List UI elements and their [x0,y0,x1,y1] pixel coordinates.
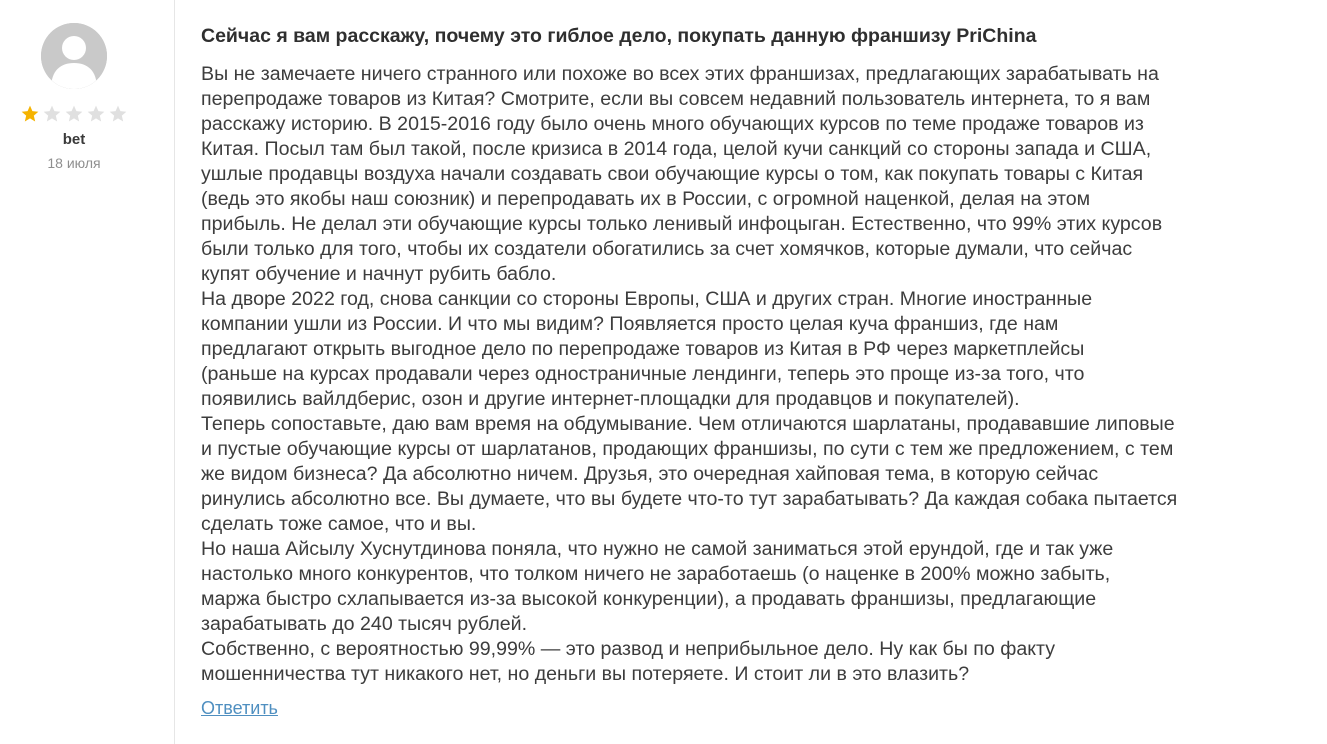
review-text-line: Собственно, с вероятностью 99,99% — это развод и неприбыльное дело. Ну как бы по факту [201,638,1056,660]
review-text-line: (ведь это якобы наш союзник) и перепродавать их в России, с огромной наценкой, делая на этом [201,188,1091,210]
review-text-line: перепродаже товаров из Китая? Смотрите, если вы совсем недавний пользователь интернета, то я вам [201,88,1151,110]
review-text-line: Китая. Посыл там был такой, после кризиса в 2014 года, целой кучи санкций со стороны запада и США, [201,138,1152,160]
avatar [41,23,107,89]
review-text-line: предлагают открыть выгодное дело по перепродаже товаров из Китая в РФ через маркетплейсы [201,338,1085,360]
star-empty-icon [108,104,128,124]
review-text-line: мошенничества тут никакого нет, но деньги вы потеряете. И стоит ли в это влазить? [201,663,970,685]
review-text-line: настолько много конкурентов, что толком ничего не заработаешь (о наценке в 200% можно забыть, [201,563,1111,585]
review-text-line: Теперь сопоставьте, даю вам время на обдумывание. Чем отличаются шарлатаны, продававшие липовые [201,413,1175,435]
review-text-line: Но наша Айсылу Хуснутдинова поняла, что нужно не самой заниматься этой ерундой, где и так уже [201,538,1114,560]
star-empty-icon [42,104,62,124]
review-text [201,62,1319,687]
review-text-line: сделать тоже самое, что и вы. [201,513,477,535]
review-text-line: ушлые продавцы воздуха начали создавать свои обучающие курсы о том, как покупать товары с Китая [201,163,1144,185]
star-filled-icon [20,104,40,124]
user-silhouette-icon [41,23,107,89]
review-text-line: расскажу историю. В 2015-2016 году было очень много обучающих курсов по теме продаже товаров из [201,113,1144,135]
review-text-line: были только для того, чтобы их создатели обогатились за счет хомячков, которые думали, что сейчас [201,238,1133,260]
star-empty-icon [86,104,106,124]
star-empty-icon [64,104,84,124]
review-text-line: купят обучение и начнут рубить бабло. [201,263,557,285]
rating-stars [20,104,128,124]
review-text-line: маржа быстро схлапывается из-за высокой конкуренции), а продавать франшизы, предлагающие [201,588,1097,610]
review-text-line: ринулись абсолютно все. Вы думаете, что вы будете что-то тут зарабатывать? Да каждая собака пытается [201,488,1178,510]
review-text-line: На дворе 2022 год, снова санкции со стороны Европы, США и других стран. Многие иностранные [201,288,1093,310]
author-name: bet [62,131,86,148]
review-text-line: Вы не замечаете ничего странного или похоже во всех этих франшизах, предлагающих зарабатывать на [201,63,1159,85]
review-text-line: компании ушли из России. И что мы видим? Появляется просто целая куча франшиз, где нам [201,313,1059,335]
review-text-line: и пустые обучающие курсы от шарлатанов, продающих франшизы, по сути с тем же предложением, с тем [201,438,1174,460]
review-text-line: появились вайлдберис, озон и другие интернет-площадки для продавцов и покупателей). [201,388,1020,410]
review-text-line: прибыль. Не делал эти обучающие курсы только ленивый инфоцыган. Естественно, что 99% этих курсов [201,213,1163,235]
review-text-line: (раньше на курсах продавали через одностраничные лендинги, теперь это проще из-за того, что [201,363,1085,385]
review-title: Сейчас я вам расскажу, почему это гиблое дело, покупать данную франшизу PriChina [201,25,1037,47]
review-text-line: зарабатывать до 240 тысяч рублей. [201,613,528,635]
review-date: 18 июля [47,155,101,171]
review-text-line: же видом бизнеса? Да абсолютно ничем. Друзья, это очередная хайповая тема, в которую сейчас [201,463,1099,485]
reply-link[interactable]: Ответить [201,698,278,718]
author-panel [0,0,175,744]
